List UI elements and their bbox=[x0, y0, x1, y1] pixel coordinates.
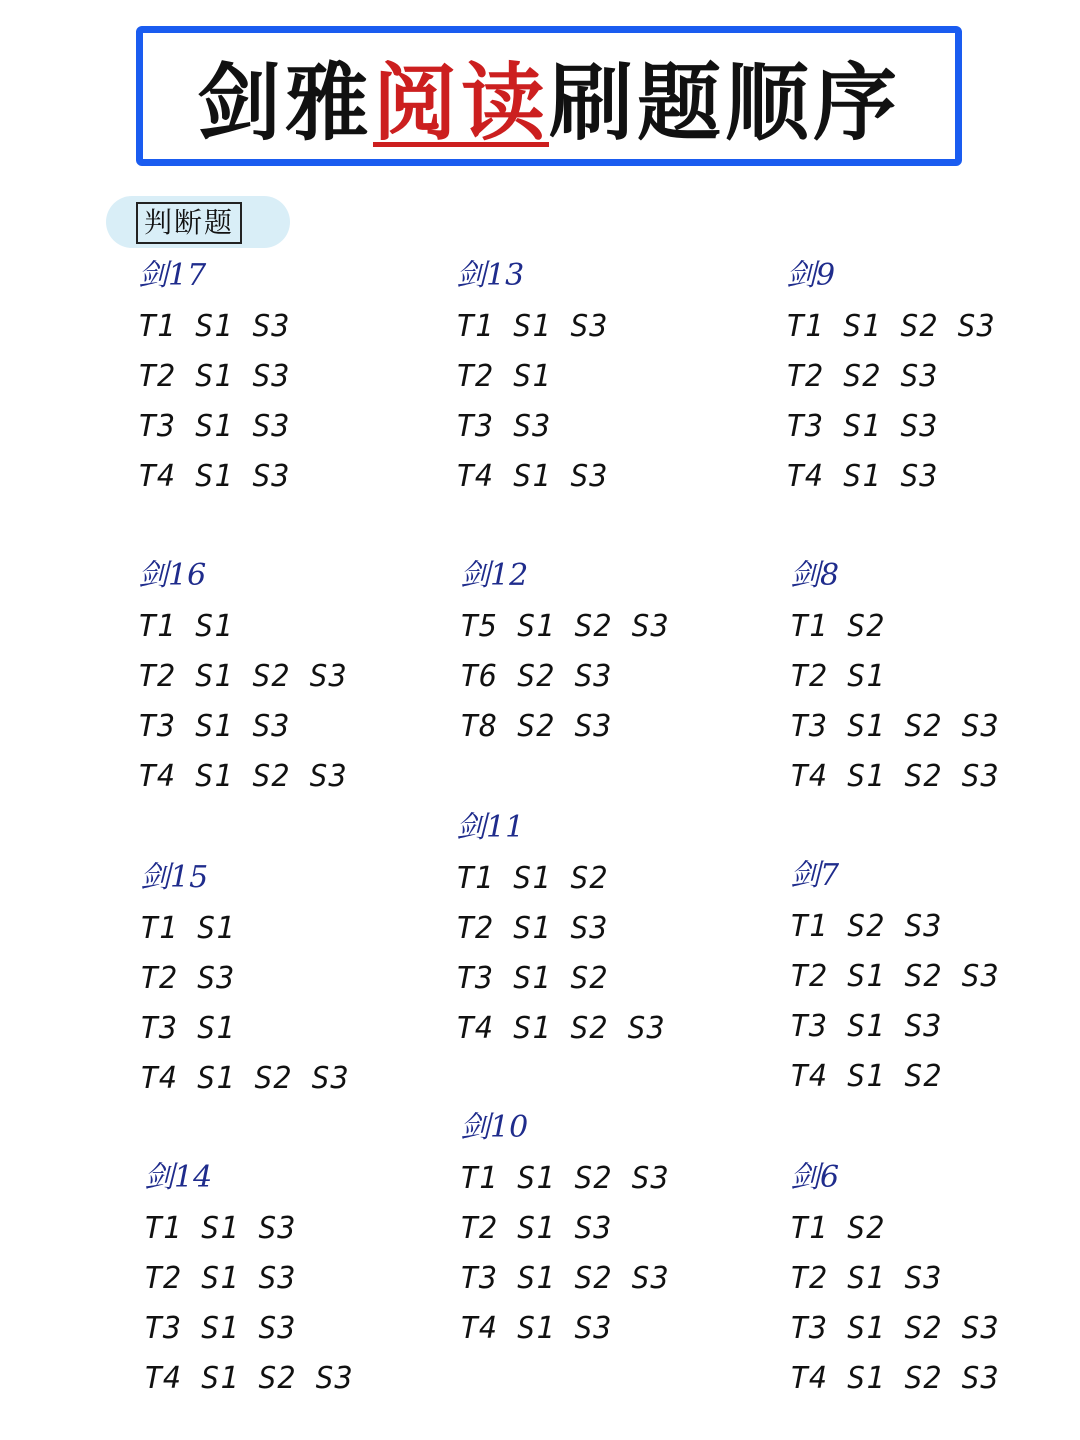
test-row: T2 S1 bbox=[790, 659, 886, 694]
test-row: T3 S1 S3 bbox=[138, 709, 291, 744]
test-row: T1 S1 S2 S3 bbox=[786, 309, 996, 344]
title-highlight: 阅读 bbox=[372, 52, 549, 152]
test-row: T3 S1 S2 bbox=[456, 961, 609, 996]
category-tag bbox=[106, 196, 290, 248]
test-row: T3 S1 S3 bbox=[138, 409, 291, 444]
title-box bbox=[136, 26, 962, 166]
book-title: 剑8 bbox=[790, 558, 840, 593]
test-row: T4 S1 S2 S3 bbox=[790, 759, 1000, 794]
book-block bbox=[790, 1158, 1000, 1404]
book-title: 剑14 bbox=[144, 1160, 213, 1195]
book-title: 剑12 bbox=[460, 558, 529, 593]
test-row: T1 S1 S2 S3 bbox=[460, 1161, 670, 1196]
book-block bbox=[138, 256, 291, 502]
category-tag-label: 判断题 bbox=[136, 202, 242, 244]
test-row: T1 S2 bbox=[790, 609, 886, 644]
test-row: T1 S2 S3 bbox=[790, 909, 943, 944]
book-title: 剑11 bbox=[456, 810, 525, 845]
test-row: T1 S1 S3 bbox=[138, 309, 291, 344]
book-title: 剑10 bbox=[460, 1110, 529, 1145]
test-row: T1 S2 bbox=[790, 1211, 886, 1246]
test-row: T2 S2 S3 bbox=[786, 359, 939, 394]
test-row: T2 S1 S3 bbox=[456, 911, 609, 946]
test-row: T3 S1 S2 S3 bbox=[790, 1311, 1000, 1346]
book-block bbox=[460, 1108, 670, 1354]
test-row: T1 S1 bbox=[140, 911, 236, 946]
test-row: T1 S1 bbox=[138, 609, 234, 644]
test-row: T4 S1 S2 bbox=[790, 1059, 943, 1094]
test-row: T3 S1 bbox=[140, 1011, 236, 1046]
test-row: T3 S1 S2 S3 bbox=[460, 1261, 670, 1296]
test-row: T1 S1 S3 bbox=[456, 309, 609, 344]
test-row: T4 S1 S2 S3 bbox=[456, 1011, 666, 1046]
test-row: T4 S1 S3 bbox=[456, 459, 609, 494]
test-row: T4 S1 S2 S3 bbox=[138, 759, 348, 794]
book-title: 剑6 bbox=[790, 1160, 840, 1195]
book-block bbox=[138, 556, 348, 802]
book-title: 剑13 bbox=[456, 258, 525, 293]
test-row: T2 S1 S2 S3 bbox=[790, 959, 1000, 994]
book-block bbox=[456, 808, 666, 1054]
test-row: T2 S1 bbox=[456, 359, 552, 394]
test-row: T8 S2 S3 bbox=[460, 709, 613, 744]
test-row: T4 S1 S2 S3 bbox=[144, 1361, 354, 1396]
title-part1: 剑雅 bbox=[196, 52, 373, 152]
test-row: T4 S1 S3 bbox=[460, 1311, 613, 1346]
book-block bbox=[790, 856, 1000, 1102]
title-part2: 刷题顺序 bbox=[549, 52, 902, 152]
test-row: T6 S2 S3 bbox=[460, 659, 613, 694]
book-block bbox=[456, 256, 609, 502]
test-row: T3 S1 S3 bbox=[786, 409, 939, 444]
test-row: T4 S1 S3 bbox=[138, 459, 291, 494]
book-block bbox=[144, 1158, 354, 1404]
test-row: T2 S1 S3 bbox=[460, 1211, 613, 1246]
book-title: 剑9 bbox=[786, 258, 836, 293]
test-row: T2 S1 S3 bbox=[138, 359, 291, 394]
test-row: T2 S1 S3 bbox=[144, 1261, 297, 1296]
test-row: T4 S1 S2 S3 bbox=[790, 1361, 1000, 1396]
test-row: T4 S1 S2 S3 bbox=[140, 1061, 350, 1096]
book-block bbox=[786, 256, 996, 502]
test-row: T4 S1 S3 bbox=[786, 459, 939, 494]
book-title: 剑17 bbox=[138, 258, 207, 293]
book-block bbox=[460, 556, 670, 752]
book-title: 剑15 bbox=[140, 860, 209, 895]
test-row: T1 S1 S3 bbox=[144, 1211, 297, 1246]
test-row: T2 S1 S3 bbox=[790, 1261, 943, 1296]
book-block bbox=[140, 858, 350, 1104]
test-row: T2 S1 S2 S3 bbox=[138, 659, 348, 694]
test-row: T2 S3 bbox=[140, 961, 236, 996]
book-title: 剑7 bbox=[790, 858, 840, 893]
test-row: T1 S1 S2 bbox=[456, 861, 609, 896]
test-row: T3 S1 S3 bbox=[790, 1009, 943, 1044]
page-title bbox=[197, 36, 901, 157]
test-row: T3 S1 S2 S3 bbox=[790, 709, 1000, 744]
test-row: T3 S3 bbox=[456, 409, 552, 444]
book-title: 剑16 bbox=[138, 558, 207, 593]
book-block bbox=[790, 556, 1000, 802]
test-row: T5 S1 S2 S3 bbox=[460, 609, 670, 644]
test-row: T3 S1 S3 bbox=[144, 1311, 297, 1346]
